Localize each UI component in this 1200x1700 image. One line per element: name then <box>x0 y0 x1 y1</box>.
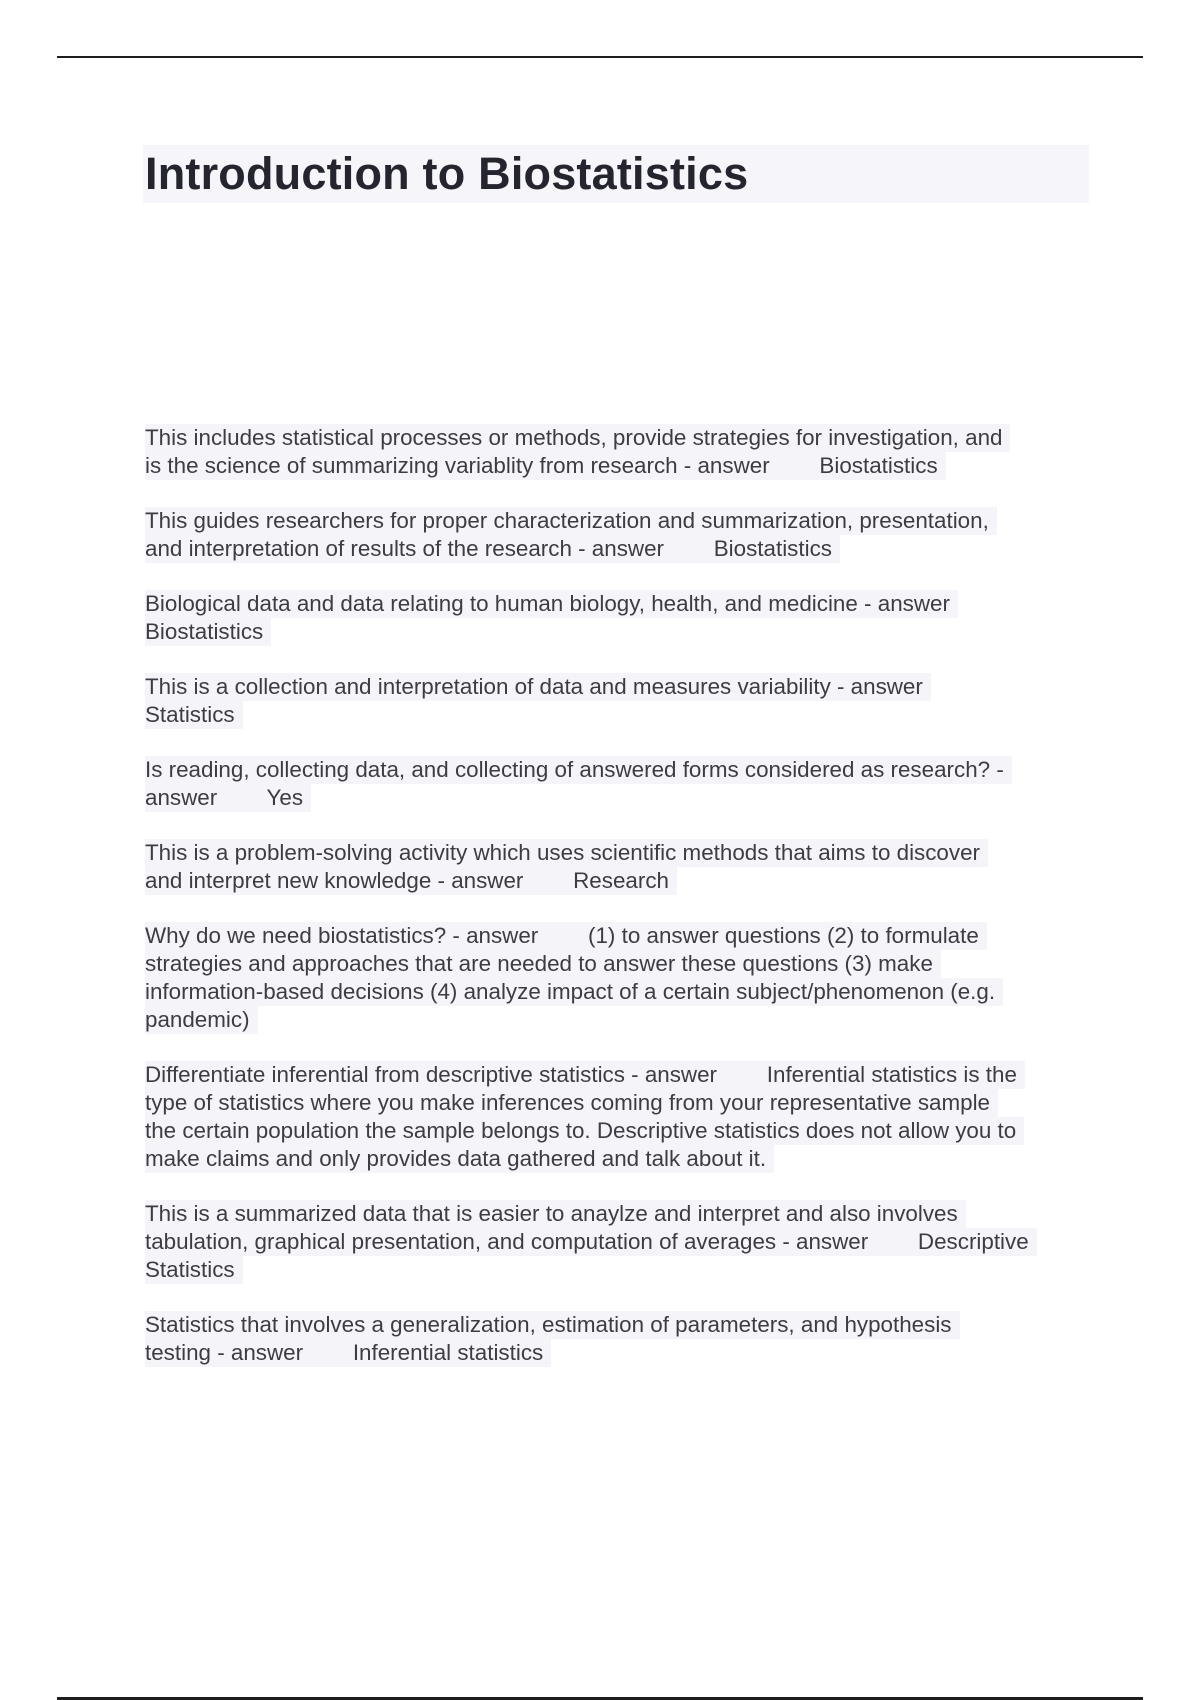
qa-line: strategies and approaches that are needed to answer these questions (3) make <box>145 950 941 978</box>
qa-line: This guides researchers for proper characterization and summarization, presentation, <box>145 507 997 535</box>
qa-line: Biostatistics <box>145 618 271 646</box>
qa-line: and interpretation of results of the research - answer Biostatistics <box>145 535 840 563</box>
qa-item <box>145 1200 1095 1284</box>
qa-line: This is a summarized data that is easier to anaylze and interpret and also involves <box>145 1200 966 1228</box>
qa-item <box>145 424 1095 480</box>
qa-list <box>145 424 1095 1394</box>
qa-line: the certain population the sample belongs to. Descriptive statistics does not allow you to <box>145 1117 1024 1145</box>
title-block <box>143 145 1089 203</box>
qa-line: Statistics <box>145 701 243 729</box>
qa-line: answer Yes <box>145 784 311 812</box>
qa-item <box>145 1311 1095 1367</box>
qa-line: Differentiate inferential from descriptive statistics - answer Inferential statistics is the <box>145 1061 1025 1089</box>
document-title: Introduction to Biostatistics <box>145 148 749 199</box>
qa-item <box>145 673 1095 729</box>
qa-item <box>145 507 1095 563</box>
qa-line: tabulation, graphical presentation, and computation of averages - answer Descriptive <box>145 1228 1037 1256</box>
qa-line: Statistics <box>145 1256 243 1284</box>
top-rule <box>57 56 1143 58</box>
qa-line: and interpret new knowledge - answer Research <box>145 867 677 895</box>
qa-item <box>145 922 1095 1034</box>
qa-line: Biological data and data relating to human biology, health, and medicine - answer <box>145 590 958 618</box>
qa-line: Is reading, collecting data, and collecting of answered forms considered as research? - <box>145 756 1012 784</box>
qa-line: This includes statistical processes or methods, provide strategies for investigation, and <box>145 424 1010 452</box>
qa-item <box>145 590 1095 646</box>
qa-item <box>145 1061 1095 1173</box>
qa-line: testing - answer Inferential statistics <box>145 1339 551 1367</box>
qa-line: information-based decisions (4) analyze impact of a certain subject/phenomenon (e.g. <box>145 978 1003 1006</box>
qa-line: Statistics that involves a generalization, estimation of parameters, and hypothesis <box>145 1311 960 1339</box>
qa-line: pandemic) <box>145 1006 258 1034</box>
qa-line: This is a problem-solving activity which uses scientific methods that aims to discover <box>145 839 988 867</box>
qa-line: is the science of summarizing variablity from research - answer Biostatistics <box>145 452 946 480</box>
qa-line: make claims and only provides data gathered and talk about it. <box>145 1145 774 1173</box>
qa-line: Why do we need biostatistics? - answer (1) to answer questions (2) to formulate <box>145 922 987 950</box>
qa-line: This is a collection and interpretation of data and measures variability - answer <box>145 673 931 701</box>
qa-item <box>145 839 1095 895</box>
qa-line: type of statistics where you make inferences coming from your representative sample <box>145 1089 998 1117</box>
qa-item <box>145 756 1095 812</box>
